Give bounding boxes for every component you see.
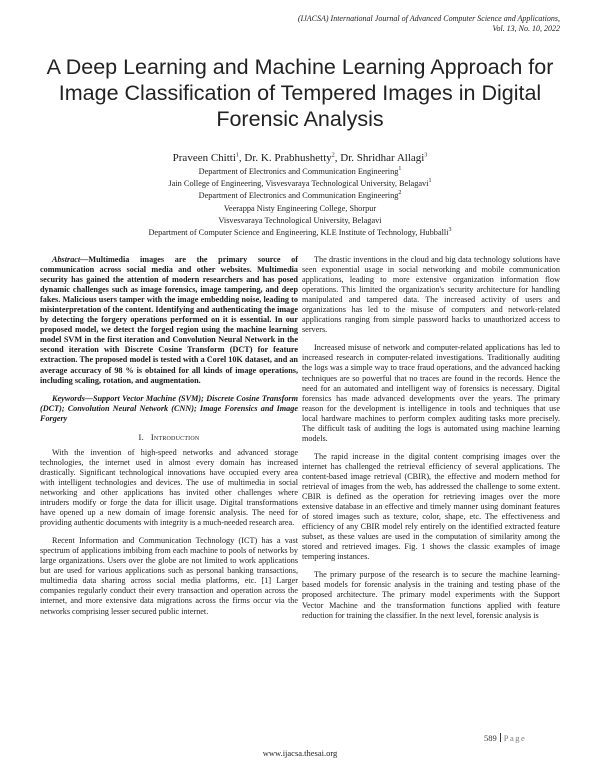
affiliation-line: Veerappa Nisty Engineering College, Shorpur: [223, 203, 377, 213]
page-label: Page: [503, 733, 527, 743]
author-2-sup: 2: [331, 152, 335, 159]
paper-title: A Deep Learning and Machine Learning Approach for Image Classification of Tempered Images in Digital Forensic Analysis: [46, 55, 554, 131]
right-column: [302, 255, 560, 629]
section-heading: [40, 432, 298, 442]
journal-header: [298, 14, 560, 34]
section-title: Introduction: [150, 431, 200, 442]
section-number: I.: [138, 431, 144, 442]
journal-name: (IJACSA) International Journal of Advanced Computer Science and Applications,: [297, 14, 560, 23]
body-paragraph: With the invention of high-speed networks and advanced storage technologies, the internet used in almost every domain has increased drastically. Significant technological innovations have occupied every area with intelligent technologies and devices. The use of multimedia in social networking and other applications has invited other challenges where intruders modify or forge the data for illicit usage. Digital transformations have opened up a new domain of image forensic analysis. The need for providing authentic documents with integrity is a much-needed research area.: [40, 447, 298, 528]
left-column: [40, 255, 298, 625]
page-number: [484, 733, 526, 743]
author-2: , Dr. K. Prabhushetty: [238, 152, 332, 164]
author-1: Praveen Chitti: [172, 152, 236, 164]
affiliation-line: Visvesvaraya Technological University, Belagavi: [218, 215, 382, 225]
author-3: , Dr. Shridhar Allagi: [334, 152, 425, 164]
affiliation-line: Department of Electronics and Communication Engineering$^1$: [198, 166, 402, 176]
page-number-value: 589: [484, 733, 497, 743]
keywords: Keywords—Support Vector Machine (SVM); Discrete Cosine Transform (DCT); Convolution Neural Network (CNN); Image Forensics and Image Forgery: [40, 393, 298, 423]
abstract-body: Multimedia images are the primary source of communication across social media and other websites. Multimedia security has gained the attention of modern researchers and has posed dynamic challenges such as image forensics, image tampering, and deep fakes. Malicious users tamper with the image embedding noise, leading to misinterpretation of the content. Identifying and authenticating the image by detecting the forgery operations performed on it is essential. In our proposed model, we detect the forged region using the machine learning model SVM in the first iteration and Convolution Neural Network in the second iteration with Discrete Cosine Transform (DCT) for feature extraction. The proposed model is tested with a Corel 10K dataset, and an average accuracy of 98 % is obtained for all kinds of image operations, including scaling, rotation, and augmentation.: [40, 255, 298, 385]
body-paragraph: Recent Information and Communication Technology (ICT) has a vast spectrum of applications imbibing from each machine to pools of networks by large organizations. Users over the globe are not limited to work applications but are used for various applications such as personal banking transactions, multimedia data sharing across social media platforms, etc. [1] Larger companies regularly conduct their every transaction and operation across the internet, and more extensive data migrations across the firms occur via the networks comprising lesser secured public internet.: [40, 536, 298, 616]
affiliation-line: Department of Electronics and Communication Engineering$^2$: [198, 190, 402, 201]
journal-volume: Vol. 13, No. 10, 2022: [492, 24, 560, 33]
body-paragraph: Increased misuse of network and computer-related applications has led to increased research in computer-related investigations. Traditionally auditing the logs was a simple way to trace fraud operations, and the advanced hacking techniques are so powerful that no traces are found in the records. Hence the need for an automated and intelligent way of forensics is necessary. Digital forensics has made advanced developments over the years. The primary reason for the development is intelligence in tools and techniques that use local hardware machines to perform complex auditing tasks more precisely. The difficult task of auditing the logs is automated using machine learning models.: [302, 343, 560, 443]
abstract-label: Abstract—: [52, 255, 89, 264]
affiliation-line: Department of Computer Science and Engineering, KLE Institute of Technology, Hubballi$^3$: [148, 227, 452, 238]
body-paragraph: The primary purpose of the research is to secure the machine learning-based models for forensic analysis in the training and testing phase of the proposed architecture. The primary model experiments with the Support Vector Machine and the transformation functions applied with feature reduction for training the classifier. In the next level, forensic analysis is: [302, 570, 560, 620]
page-divider: [500, 733, 501, 742]
footer-url: www.ijacsa.thesai.org: [262, 748, 338, 758]
affiliation-line: Jain College of Engineering, Visvesvaraya Technological University, Belagavi$^1$: [168, 178, 432, 189]
body-paragraph: The rapid increase in the digital content comprising images over the internet has challenged the retrieval efficiency of several applications. The content-based image retrieval (CBIR), the effective and modern method for retrieval of images from the web, has addressed the challenge to some extent. CBIR is defined as the operation for retrieving images over the more extensive database in an effective and timely manner using dominant features of stored images such as texture, color, shape, etc. The effectiveness and efficiency of any CBIR model rely entirely on the identified extracted feature subset, as these values are used in the computation of similarity among the stored and retrieved images. Fig. 1 shows the classic examples of image tempering instances.: [302, 451, 560, 562]
affiliations: [40, 166, 560, 239]
author-1-sup: 1: [235, 152, 239, 159]
abstract: [40, 255, 298, 386]
author-3-sup: 3: [424, 152, 428, 159]
body-paragraph: The drastic inventions in the cloud and big data technology solutions have seen exponential usage in social networking and mobile communication applications, leading to more extensive organization information flow operations. This limited the organization's security architecture for handling manipulated and tampered data. The increased activity of users and organizations has led to the misuse of computers and network-related applications ranging from simple password hacks to unauthorized access to servers.: [302, 255, 560, 335]
author-list: [40, 151, 560, 165]
